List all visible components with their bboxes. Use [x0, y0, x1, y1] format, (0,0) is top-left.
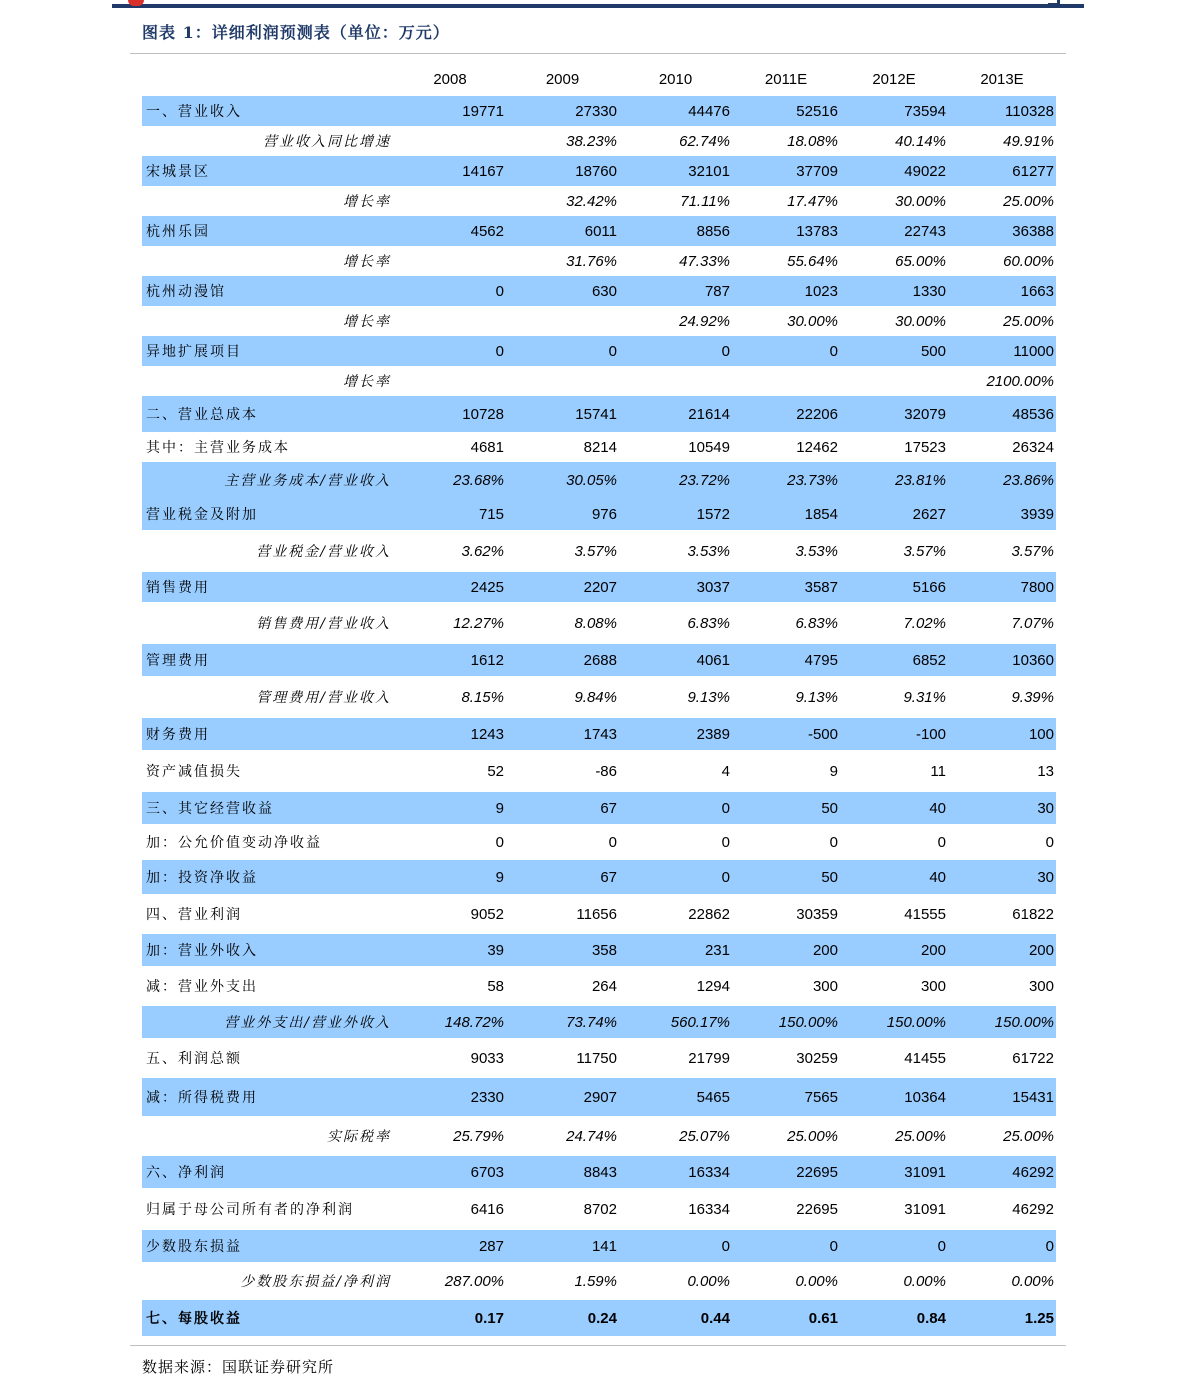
- value-cell: 7565: [804, 1088, 838, 1106]
- value-cell: 200: [920, 941, 946, 959]
- table-row: [142, 572, 1056, 602]
- value-cell: 21614: [688, 405, 730, 423]
- column-header: 2010: [658, 70, 693, 88]
- table-row: [142, 1006, 1056, 1038]
- value-cell: 6.83%: [687, 614, 730, 632]
- table-body: [142, 96, 1056, 1336]
- value-cell: 8214: [583, 438, 617, 456]
- value-cell: 60.00%: [1003, 252, 1054, 270]
- value-cell: 150.00%: [778, 1013, 838, 1031]
- value-cell: 71.11%: [680, 192, 730, 210]
- table-row: [142, 462, 1056, 498]
- value-cell: 1330: [912, 282, 946, 300]
- value-cell: 0.00%: [1011, 1272, 1054, 1290]
- row-label: 加：公允价值变动净收益: [146, 835, 322, 851]
- value-cell: 0: [829, 1237, 838, 1255]
- table-row: [142, 644, 1056, 676]
- table-row: [142, 126, 1056, 156]
- row-label: 营业外支出/营业外收入: [224, 1015, 391, 1031]
- value-cell: 976: [591, 505, 617, 523]
- row-label: 主营业务成本/营业收入: [224, 473, 391, 489]
- row-label: 营业税金及附加: [146, 507, 258, 523]
- row-label: 减：营业外支出: [146, 979, 258, 995]
- table-row: [142, 1078, 1056, 1116]
- table-row: [142, 432, 1056, 462]
- value-cell: 1023: [804, 282, 838, 300]
- value-cell: 2688: [583, 651, 617, 669]
- value-cell: 715: [478, 505, 504, 523]
- row-label: 宋城景区: [146, 164, 210, 180]
- value-cell: 31.76%: [566, 252, 617, 270]
- value-cell: 2627: [912, 505, 946, 523]
- row-label: 四、营业利润: [146, 907, 242, 923]
- value-cell: 11: [930, 762, 946, 780]
- table-row: [142, 934, 1056, 966]
- value-cell: 1743: [583, 725, 617, 743]
- value-cell: 61822: [1012, 905, 1054, 923]
- value-cell: 50: [821, 868, 838, 886]
- value-cell: 3.57%: [574, 542, 617, 560]
- table-row: [142, 718, 1056, 750]
- value-cell: 1.25: [1024, 1309, 1054, 1327]
- value-cell: 3.53%: [795, 542, 838, 560]
- value-cell: 25.00%: [895, 1127, 946, 1145]
- value-cell: 0.17: [474, 1309, 504, 1327]
- table-row: [142, 1188, 1056, 1230]
- table-row: [142, 966, 1056, 1006]
- row-label: 资产减值损失: [146, 764, 242, 780]
- value-cell: 630: [591, 282, 617, 300]
- value-cell: 46292: [1012, 1163, 1054, 1181]
- value-cell: 8856: [696, 222, 730, 240]
- table-row: [142, 96, 1056, 126]
- value-cell: 2907: [583, 1088, 617, 1106]
- value-cell: 36388: [1012, 222, 1054, 240]
- value-cell: 9.31%: [903, 688, 946, 706]
- row-label: 少数股东损益/净利润: [240, 1274, 391, 1290]
- value-cell: 0: [721, 342, 730, 360]
- value-cell: 4: [721, 762, 730, 780]
- value-cell: 11000: [1013, 342, 1054, 360]
- value-cell: 11656: [576, 905, 617, 923]
- value-cell: 14167: [462, 162, 504, 180]
- value-cell: 48536: [1012, 405, 1054, 423]
- row-label: 增长率: [343, 374, 391, 390]
- value-cell: 24.74%: [566, 1127, 617, 1145]
- value-cell: 23.72%: [679, 471, 730, 489]
- value-cell: 37709: [796, 162, 838, 180]
- value-cell: 30.00%: [787, 312, 838, 330]
- value-cell: 8.08%: [574, 614, 617, 632]
- value-cell: 39: [487, 941, 504, 959]
- value-cell: 0: [1045, 1237, 1054, 1255]
- value-cell: 0: [829, 833, 838, 851]
- value-cell: 3.53%: [687, 542, 730, 560]
- value-cell: 31091: [904, 1163, 946, 1181]
- value-cell: 1.59%: [574, 1272, 617, 1290]
- column-header: 2013E: [980, 70, 1024, 88]
- value-cell: 0.84: [916, 1309, 946, 1327]
- value-cell: 0.61: [808, 1309, 838, 1327]
- row-label: 异地扩展项目: [146, 344, 242, 360]
- row-label: 减：所得税费用: [146, 1090, 258, 1106]
- value-cell: 2389: [696, 725, 730, 743]
- value-cell: 38.23%: [566, 132, 617, 150]
- row-label: 杭州动漫馆: [146, 284, 226, 300]
- value-cell: 17.47%: [787, 192, 838, 210]
- value-cell: 0: [608, 342, 617, 360]
- value-cell: 9: [829, 762, 838, 780]
- value-cell: 787: [704, 282, 730, 300]
- row-label: 增长率: [343, 254, 391, 270]
- row-label: 少数股东损益: [146, 1239, 242, 1255]
- row-label: 六、净利润: [146, 1165, 226, 1181]
- value-cell: 9.84%: [574, 688, 617, 706]
- value-cell: 3.57%: [903, 542, 946, 560]
- table-row: [142, 1300, 1056, 1336]
- row-label: 营业收入同比增速: [263, 134, 391, 150]
- value-cell: 11750: [576, 1049, 617, 1067]
- table-row: [142, 602, 1056, 644]
- value-cell: 0: [937, 1237, 946, 1255]
- value-cell: 41455: [904, 1049, 946, 1067]
- value-cell: 1854: [804, 505, 838, 523]
- value-cell: 2207: [583, 578, 617, 596]
- value-cell: 0.00%: [795, 1272, 838, 1290]
- value-cell: 500: [920, 342, 946, 360]
- value-cell: 200: [1028, 941, 1054, 959]
- value-cell: 0: [721, 833, 730, 851]
- value-cell: 9033: [470, 1049, 504, 1067]
- value-cell: 5465: [696, 1088, 730, 1106]
- column-header: 2012E: [872, 70, 916, 88]
- table-row: [142, 1038, 1056, 1078]
- value-cell: 9: [495, 868, 504, 886]
- row-label: 管理费用/营业收入: [256, 690, 391, 706]
- row-label: 销售费用/营业收入: [256, 616, 391, 632]
- value-cell: 231: [704, 941, 730, 959]
- value-cell: 13783: [796, 222, 838, 240]
- value-cell: 0: [937, 833, 946, 851]
- value-cell: 15431: [1012, 1088, 1054, 1106]
- value-cell: 287.00%: [444, 1272, 504, 1290]
- value-cell: 2425: [470, 578, 504, 596]
- value-cell: 18760: [575, 162, 617, 180]
- value-cell: 52: [487, 762, 504, 780]
- value-cell: 300: [1028, 977, 1054, 995]
- value-cell: 8843: [583, 1163, 617, 1181]
- value-cell: 40: [929, 868, 946, 886]
- value-cell: 0: [721, 868, 730, 886]
- value-cell: 17523: [904, 438, 946, 456]
- row-label: 五、利润总额: [146, 1051, 242, 1067]
- value-cell: 73.74%: [566, 1013, 617, 1031]
- value-cell: 200: [812, 941, 838, 959]
- value-cell: 560.17%: [670, 1013, 730, 1031]
- value-cell: 0: [1045, 833, 1054, 851]
- figure-title: 图表 1：详细利润预测表（单位：万元）: [142, 23, 450, 42]
- value-cell: 23.73%: [787, 471, 838, 489]
- value-cell: 4562: [470, 222, 504, 240]
- table-row: [142, 336, 1056, 366]
- value-cell: 30: [1037, 799, 1054, 817]
- value-cell: 100: [1028, 725, 1054, 743]
- value-cell: 3939: [1020, 505, 1054, 523]
- value-cell: 46292: [1012, 1200, 1054, 1218]
- row-label: 加：投资净收益: [146, 870, 258, 886]
- value-cell: 6703: [470, 1163, 504, 1181]
- value-cell: 22206: [796, 405, 838, 423]
- row-label: 营业税金/营业收入: [256, 544, 391, 560]
- value-cell: 7.02%: [903, 614, 946, 632]
- value-cell: 3587: [804, 578, 838, 596]
- value-cell: 9052: [470, 905, 504, 923]
- row-label: 三、其它经营收益: [146, 801, 274, 817]
- value-cell: 1612: [470, 651, 504, 669]
- value-cell: 32101: [688, 162, 730, 180]
- column-header: 2011E: [764, 70, 808, 88]
- value-cell: 0: [495, 282, 504, 300]
- value-cell: 22862: [688, 905, 730, 923]
- row-label: 增长率: [343, 194, 391, 210]
- value-cell: 23.68%: [453, 471, 504, 489]
- table-row: [142, 396, 1056, 432]
- value-cell: 0.00%: [903, 1272, 946, 1290]
- value-cell: 12.27%: [453, 614, 504, 632]
- value-cell: -100: [915, 725, 946, 743]
- value-cell: 22743: [904, 222, 946, 240]
- value-cell: 32079: [904, 405, 946, 423]
- value-cell: 264: [591, 977, 617, 995]
- value-cell: 148.72%: [444, 1013, 504, 1031]
- value-cell: 3.62%: [461, 542, 504, 560]
- value-cell: 73594: [904, 102, 946, 120]
- value-cell: 49022: [904, 162, 946, 180]
- value-cell: 40.14%: [895, 132, 946, 150]
- value-cell: 40: [929, 799, 946, 817]
- table-row: [142, 530, 1056, 572]
- table-row: [142, 894, 1056, 934]
- table-row: [142, 676, 1056, 718]
- value-cell: -500: [807, 725, 838, 743]
- value-cell: 1663: [1020, 282, 1054, 300]
- value-cell: 15741: [575, 405, 617, 423]
- value-cell: 67: [600, 799, 617, 817]
- value-cell: 25.00%: [1003, 1127, 1054, 1145]
- value-cell: -86: [595, 762, 617, 780]
- value-cell: 25.00%: [1003, 312, 1054, 330]
- row-label: 财务费用: [146, 727, 210, 743]
- value-cell: 6852: [912, 651, 946, 669]
- value-cell: 9.13%: [795, 688, 838, 706]
- table-row: [142, 276, 1056, 306]
- value-cell: 0: [721, 1237, 730, 1255]
- value-cell: 41555: [904, 905, 946, 923]
- value-cell: 300: [812, 977, 838, 995]
- value-cell: 23.81%: [895, 471, 946, 489]
- value-cell: 0.00%: [687, 1272, 730, 1290]
- corner-mark-icon: [1048, 0, 1060, 6]
- value-cell: 141: [591, 1237, 617, 1255]
- value-cell: 150.00%: [994, 1013, 1054, 1031]
- data-source-note: 数据来源：国联证券研究所: [142, 1358, 335, 1376]
- value-cell: 0: [495, 342, 504, 360]
- value-cell: 30.00%: [895, 312, 946, 330]
- row-label: 归属于母公司所有者的净利润: [146, 1202, 354, 1218]
- value-cell: 6416: [470, 1200, 504, 1218]
- value-cell: 30.05%: [566, 471, 617, 489]
- row-label: 加：营业外收入: [146, 943, 258, 959]
- row-label: 杭州乐园: [146, 224, 210, 240]
- value-cell: 30.00%: [895, 192, 946, 210]
- value-cell: 358: [591, 941, 617, 959]
- header-rule: [112, 4, 1084, 8]
- value-cell: 44476: [688, 102, 730, 120]
- table-row: [142, 156, 1056, 186]
- value-cell: 0: [495, 833, 504, 851]
- row-label: 实际税率: [327, 1129, 391, 1145]
- value-cell: 30259: [796, 1049, 838, 1067]
- value-cell: 13: [1037, 762, 1054, 780]
- value-cell: 6.83%: [795, 614, 838, 632]
- value-cell: 50: [821, 799, 838, 817]
- table-row: [142, 1156, 1056, 1188]
- value-cell: 25.00%: [787, 1127, 838, 1145]
- value-cell: 2100.00%: [986, 372, 1054, 390]
- value-cell: 0.44: [700, 1309, 730, 1327]
- value-cell: 58: [487, 977, 504, 995]
- table-row: [142, 792, 1056, 824]
- value-cell: 25.00%: [1003, 192, 1054, 210]
- value-cell: 65.00%: [895, 252, 946, 270]
- value-cell: 3037: [696, 578, 730, 596]
- value-cell: 0.24: [587, 1309, 617, 1327]
- value-cell: 5166: [912, 578, 946, 596]
- value-cell: 1243: [470, 725, 504, 743]
- value-cell: 7800: [1020, 578, 1054, 596]
- value-cell: 32.42%: [566, 192, 617, 210]
- row-label: 一、营业收入: [146, 104, 242, 120]
- value-cell: 1572: [696, 505, 730, 523]
- row-label: 销售费用: [146, 580, 210, 596]
- table-row: [142, 216, 1056, 246]
- row-label: 七、每股收益: [146, 1311, 242, 1327]
- table-row: [142, 186, 1056, 216]
- value-cell: 16334: [688, 1200, 730, 1218]
- value-cell: 110328: [1005, 102, 1054, 120]
- value-cell: 23.86%: [1003, 471, 1054, 489]
- value-cell: 31091: [904, 1200, 946, 1218]
- table-row: [142, 366, 1056, 396]
- value-cell: 287: [478, 1237, 504, 1255]
- footer-divider: [130, 1345, 1066, 1346]
- value-cell: 30: [1037, 868, 1054, 886]
- value-cell: 61722: [1012, 1049, 1054, 1067]
- value-cell: 9: [495, 799, 504, 817]
- title-divider: [130, 53, 1066, 54]
- value-cell: 49.91%: [1003, 132, 1054, 150]
- column-header: 2009: [545, 70, 580, 88]
- row-label: 增长率: [343, 314, 391, 330]
- value-cell: 61277: [1012, 162, 1054, 180]
- table-header-row: [142, 62, 1056, 96]
- value-cell: 8702: [583, 1200, 617, 1218]
- value-cell: 21799: [688, 1049, 730, 1067]
- value-cell: 2330: [470, 1088, 504, 1106]
- value-cell: 24.92%: [679, 312, 730, 330]
- value-cell: 55.64%: [787, 252, 838, 270]
- value-cell: 3.57%: [1011, 542, 1054, 560]
- value-cell: 0: [829, 342, 838, 360]
- table-row: [142, 498, 1056, 530]
- value-cell: 0: [608, 833, 617, 851]
- value-cell: 10728: [462, 405, 504, 423]
- value-cell: 19771: [462, 102, 504, 120]
- value-cell: 26324: [1012, 438, 1054, 456]
- row-label: 其中：主营业务成本: [146, 440, 290, 456]
- table-row: [142, 306, 1056, 336]
- value-cell: 9.39%: [1011, 688, 1054, 706]
- value-cell: 10360: [1012, 651, 1054, 669]
- value-cell: 30359: [796, 905, 838, 923]
- value-cell: 150.00%: [886, 1013, 946, 1031]
- value-cell: 9.13%: [687, 688, 730, 706]
- table-row: [142, 860, 1056, 894]
- table-row: [142, 246, 1056, 276]
- value-cell: 25.07%: [679, 1127, 730, 1145]
- value-cell: 0: [721, 799, 730, 817]
- table-row: [142, 1262, 1056, 1300]
- value-cell: 47.33%: [679, 252, 730, 270]
- value-cell: 22695: [796, 1200, 838, 1218]
- value-cell: 22695: [796, 1163, 838, 1181]
- value-cell: 12462: [796, 438, 838, 456]
- table-row: [142, 1230, 1056, 1262]
- value-cell: 67: [600, 868, 617, 886]
- value-cell: 300: [920, 977, 946, 995]
- value-cell: 27330: [575, 102, 617, 120]
- value-cell: 18.08%: [787, 132, 838, 150]
- value-cell: 10364: [904, 1088, 946, 1106]
- profit-forecast-table: [142, 62, 1056, 1336]
- value-cell: 8.15%: [461, 688, 504, 706]
- value-cell: 10549: [688, 438, 730, 456]
- value-cell: 4795: [804, 651, 838, 669]
- value-cell: 4061: [696, 651, 730, 669]
- table-row: [142, 750, 1056, 792]
- value-cell: 62.74%: [679, 132, 730, 150]
- value-cell: 7.07%: [1011, 614, 1054, 632]
- row-label: 二、营业总成本: [146, 407, 258, 423]
- table-row: [142, 824, 1056, 860]
- value-cell: 16334: [688, 1163, 730, 1181]
- row-label: 管理费用: [146, 653, 210, 669]
- table-row: [142, 1116, 1056, 1156]
- value-cell: 52516: [796, 102, 838, 120]
- value-cell: 25.79%: [453, 1127, 504, 1145]
- column-header: 2008: [433, 70, 467, 88]
- value-cell: 4681: [470, 438, 504, 456]
- value-cell: 6011: [584, 222, 617, 240]
- value-cell: 1294: [696, 977, 730, 995]
